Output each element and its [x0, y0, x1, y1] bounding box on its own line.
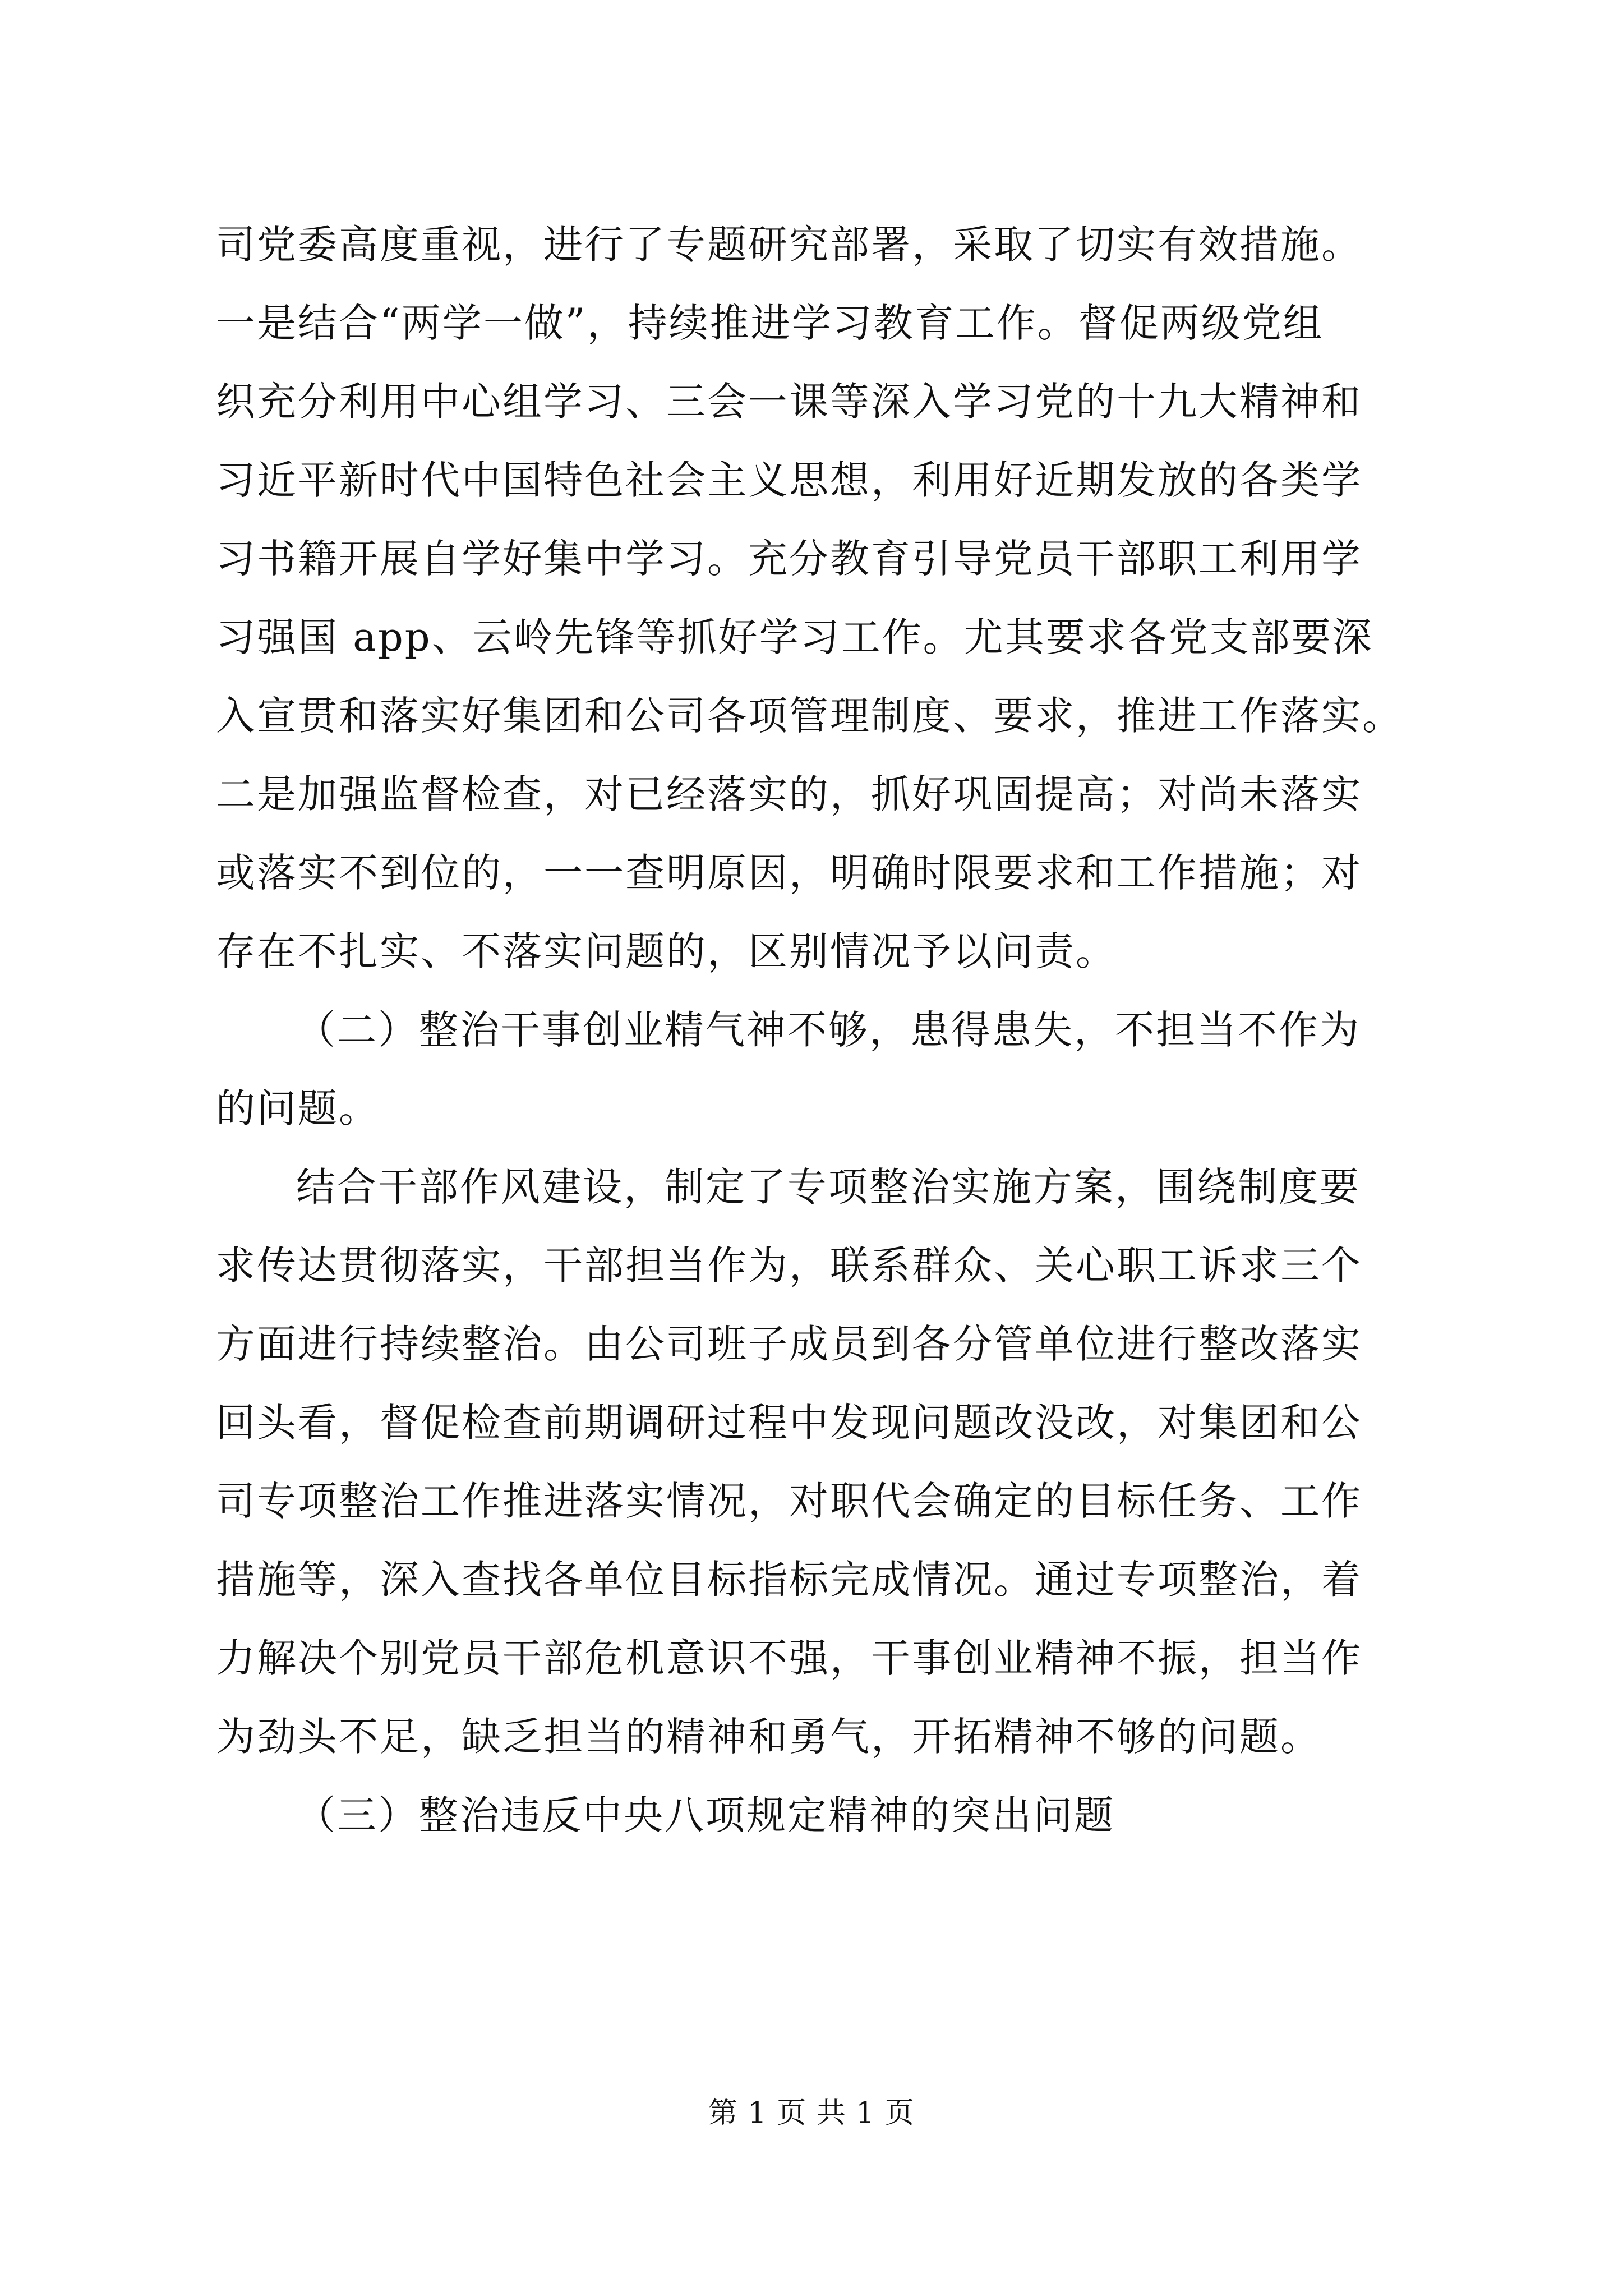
paragraph-start: 结合干部作风建设，制定了专项整治实施方案，围绕制度要: [296, 1164, 1361, 1210]
body-text: [216, 205, 1427, 1855]
text-line: 入宣贯和落实好集团和公司各项管理制度、要求，推进工作落实。: [216, 693, 1403, 739]
text-line: 回头看，督促检查前期调研过程中发现问题改没改，对集团和公: [216, 1400, 1362, 1446]
text-line: 或落实不到位的，一一查明原因，明确时限要求和工作措施；对: [216, 850, 1362, 896]
text-line: 司党委高度重视，进行了专题研究部署，采取了切实有效措施。: [216, 222, 1362, 268]
text-line: 司专项整治工作推进落实情况，对职代会确定的目标任务、工作: [216, 1478, 1362, 1524]
text-line: 习近平新时代中国特色社会主义思想，利用好近期发放的各类学: [216, 457, 1362, 503]
page-number-footer: 第 1 页 共 1 页: [708, 2096, 915, 2130]
text-line: 为劲头不足，缺乏担当的精神和勇气，开拓精神不够的问题。: [216, 1714, 1321, 1760]
text-line: 存在不扎实、不落实问题的，区别情况予以问责。: [216, 928, 1117, 974]
text-line: 措施等，深入查找各单位目标指标完成情况。通过专项整治，着: [216, 1557, 1362, 1603]
section-heading: （二）整治干事创业精气神不够，患得患失，不担当不作为: [296, 1007, 1361, 1053]
text-line: 习强国 app、云岭先锋等抓好学习工作。尤其要求各党支部要深: [216, 614, 1373, 660]
text-line: 方面进行持续整治。由公司班子成员到各分管单位进行整改落实: [216, 1321, 1362, 1367]
section-heading-continued: 的问题。: [216, 1085, 380, 1131]
text-line: 力解决个别党员干部危机意识不强，干事创业精神不振，担当作: [216, 1635, 1362, 1681]
text-line: 习书籍开展自学好集中学习。充分教育引导党员干部职工利用学: [216, 536, 1362, 582]
text-line: 一是结合“两学一做”，持续推进学习教育工作。督促两级党组: [216, 300, 1324, 346]
text-line: 求传达贯彻落实，干部担当作为，联系群众、关心职工诉求三个: [216, 1243, 1362, 1289]
text-line: 二是加强监督检查，对已经落实的，抓好巩固提高；对尚未落实: [216, 771, 1362, 817]
text-line: 织充分利用中心组学习、三会一课等深入学习党的十九大精神和: [216, 379, 1362, 425]
section-heading: （三）整治违反中央八项规定精神的突出问题: [296, 1792, 1115, 1838]
